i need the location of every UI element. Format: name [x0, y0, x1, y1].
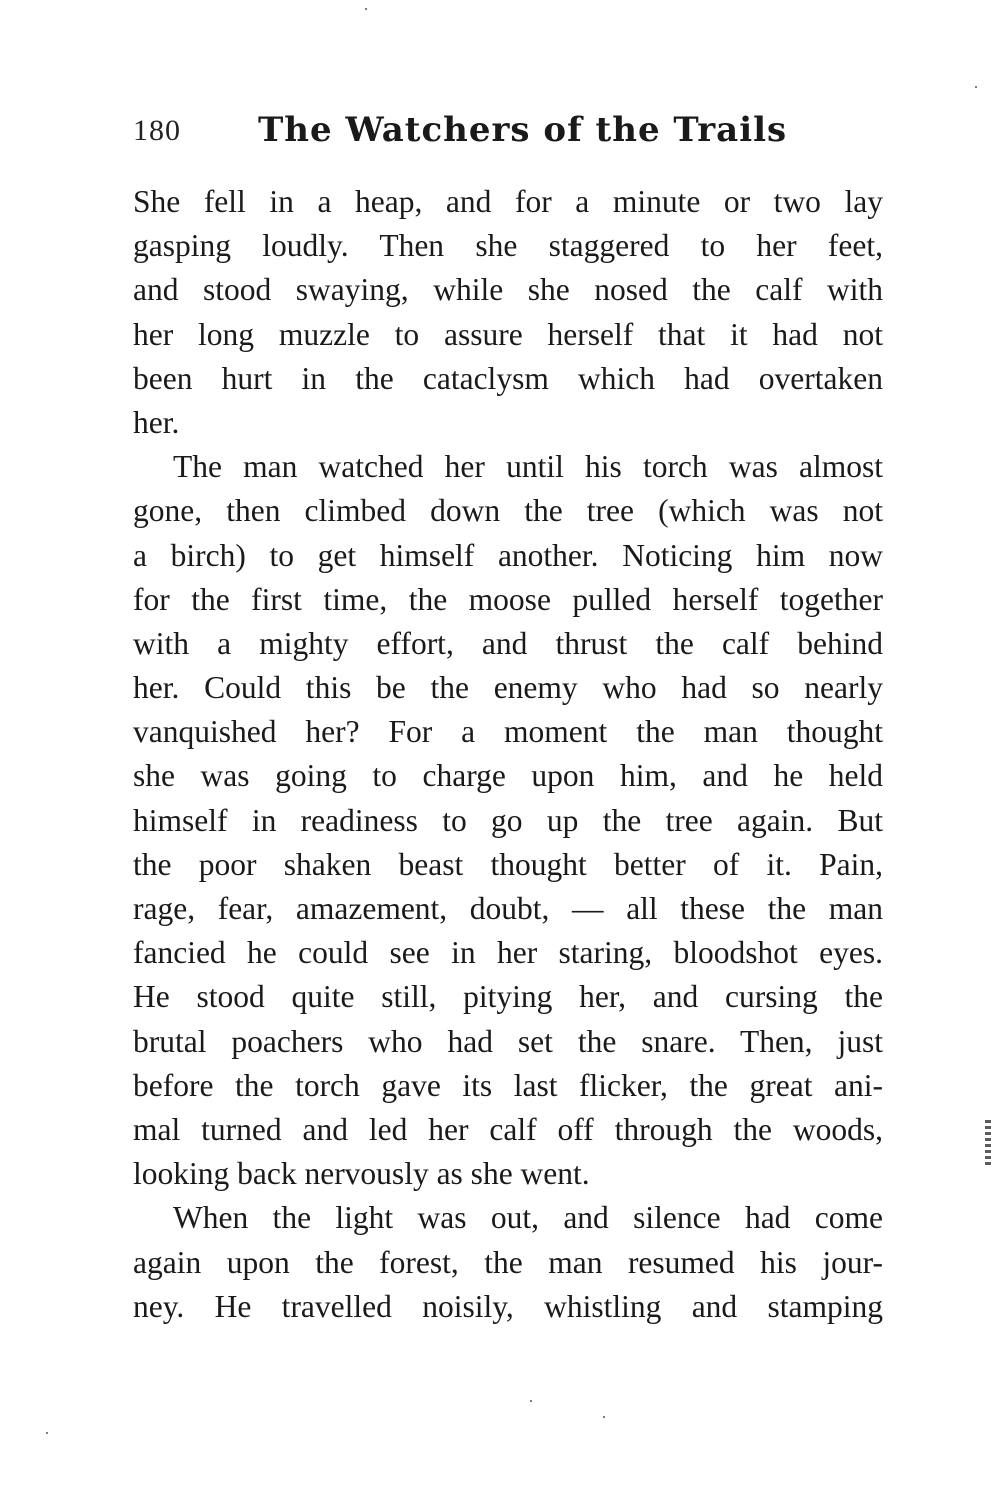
text-line: He stood quite still, pitying her, and cursing the	[133, 979, 883, 1015]
text-line: her. Could this be the enemy who had so nearly	[133, 670, 883, 706]
paragraph-2	[133, 445, 883, 1196]
text-line: When the light was out, and silence had come	[173, 1200, 883, 1236]
text-line: for the first time, the moose pulled herself together	[133, 581, 883, 617]
text-line: a birch) to get himself another. Noticing him now	[133, 537, 883, 573]
scan-speck	[530, 1400, 532, 1402]
text-line: brutal poachers who had set the snare. Then, just	[133, 1023, 883, 1059]
text-line: with a mighty effort, and thrust the calf behind	[133, 625, 883, 661]
text-line: gasping loudly. Then she staggered to her feet,	[133, 228, 883, 264]
text-line: and stood swaying, while she nosed the calf with	[133, 272, 883, 308]
scan-speck	[603, 1416, 605, 1418]
text-line: rage, fear, amazement, doubt, — all these the man	[133, 891, 883, 926]
text-line: fancied he could see in her staring, bloodshot eyes.	[133, 935, 883, 971]
text-line: ney. He travelled noisily, whistling and stamping	[133, 1288, 883, 1324]
text-line: vanquished her? For a moment the man thought	[133, 714, 883, 750]
paragraph-1	[133, 180, 883, 445]
text-line: her long muzzle to assure herself that it had not	[133, 316, 883, 352]
running-title: The Watchers of the Trails	[258, 110, 788, 150]
scan-speck	[975, 86, 977, 88]
text-line: been hurt in the cataclysm which had overtaken	[133, 360, 883, 396]
scan-edge-mark	[985, 1120, 991, 1166]
text-line: The man watched her until his torch was almost	[173, 449, 883, 485]
text-line: her.	[133, 404, 180, 440]
text-line: the poor shaken beast thought better of it. Pain,	[133, 846, 883, 882]
scan-speck	[365, 8, 367, 10]
text-line: She fell in a heap, and for a minute or two lay	[133, 184, 883, 219]
text-line: gone, then climbed down the tree (which was not	[133, 493, 883, 529]
paragraph-3	[133, 1196, 883, 1329]
scan-speck	[46, 1432, 48, 1434]
page-number: 180	[133, 114, 181, 147]
text-line: mal turned and led her calf off through the woods,	[133, 1111, 883, 1147]
text-line: again upon the forest, the man resumed his jour-	[133, 1244, 883, 1280]
body-text	[133, 180, 883, 1329]
running-head	[133, 110, 893, 160]
text-line: she was going to charge upon him, and he held	[133, 758, 883, 794]
text-line: looking back nervously as she went.	[133, 1156, 590, 1192]
text-line: before the torch gave its last flicker, the great ani-	[133, 1067, 883, 1103]
text-line: himself in readiness to go up the tree again. But	[133, 802, 883, 838]
